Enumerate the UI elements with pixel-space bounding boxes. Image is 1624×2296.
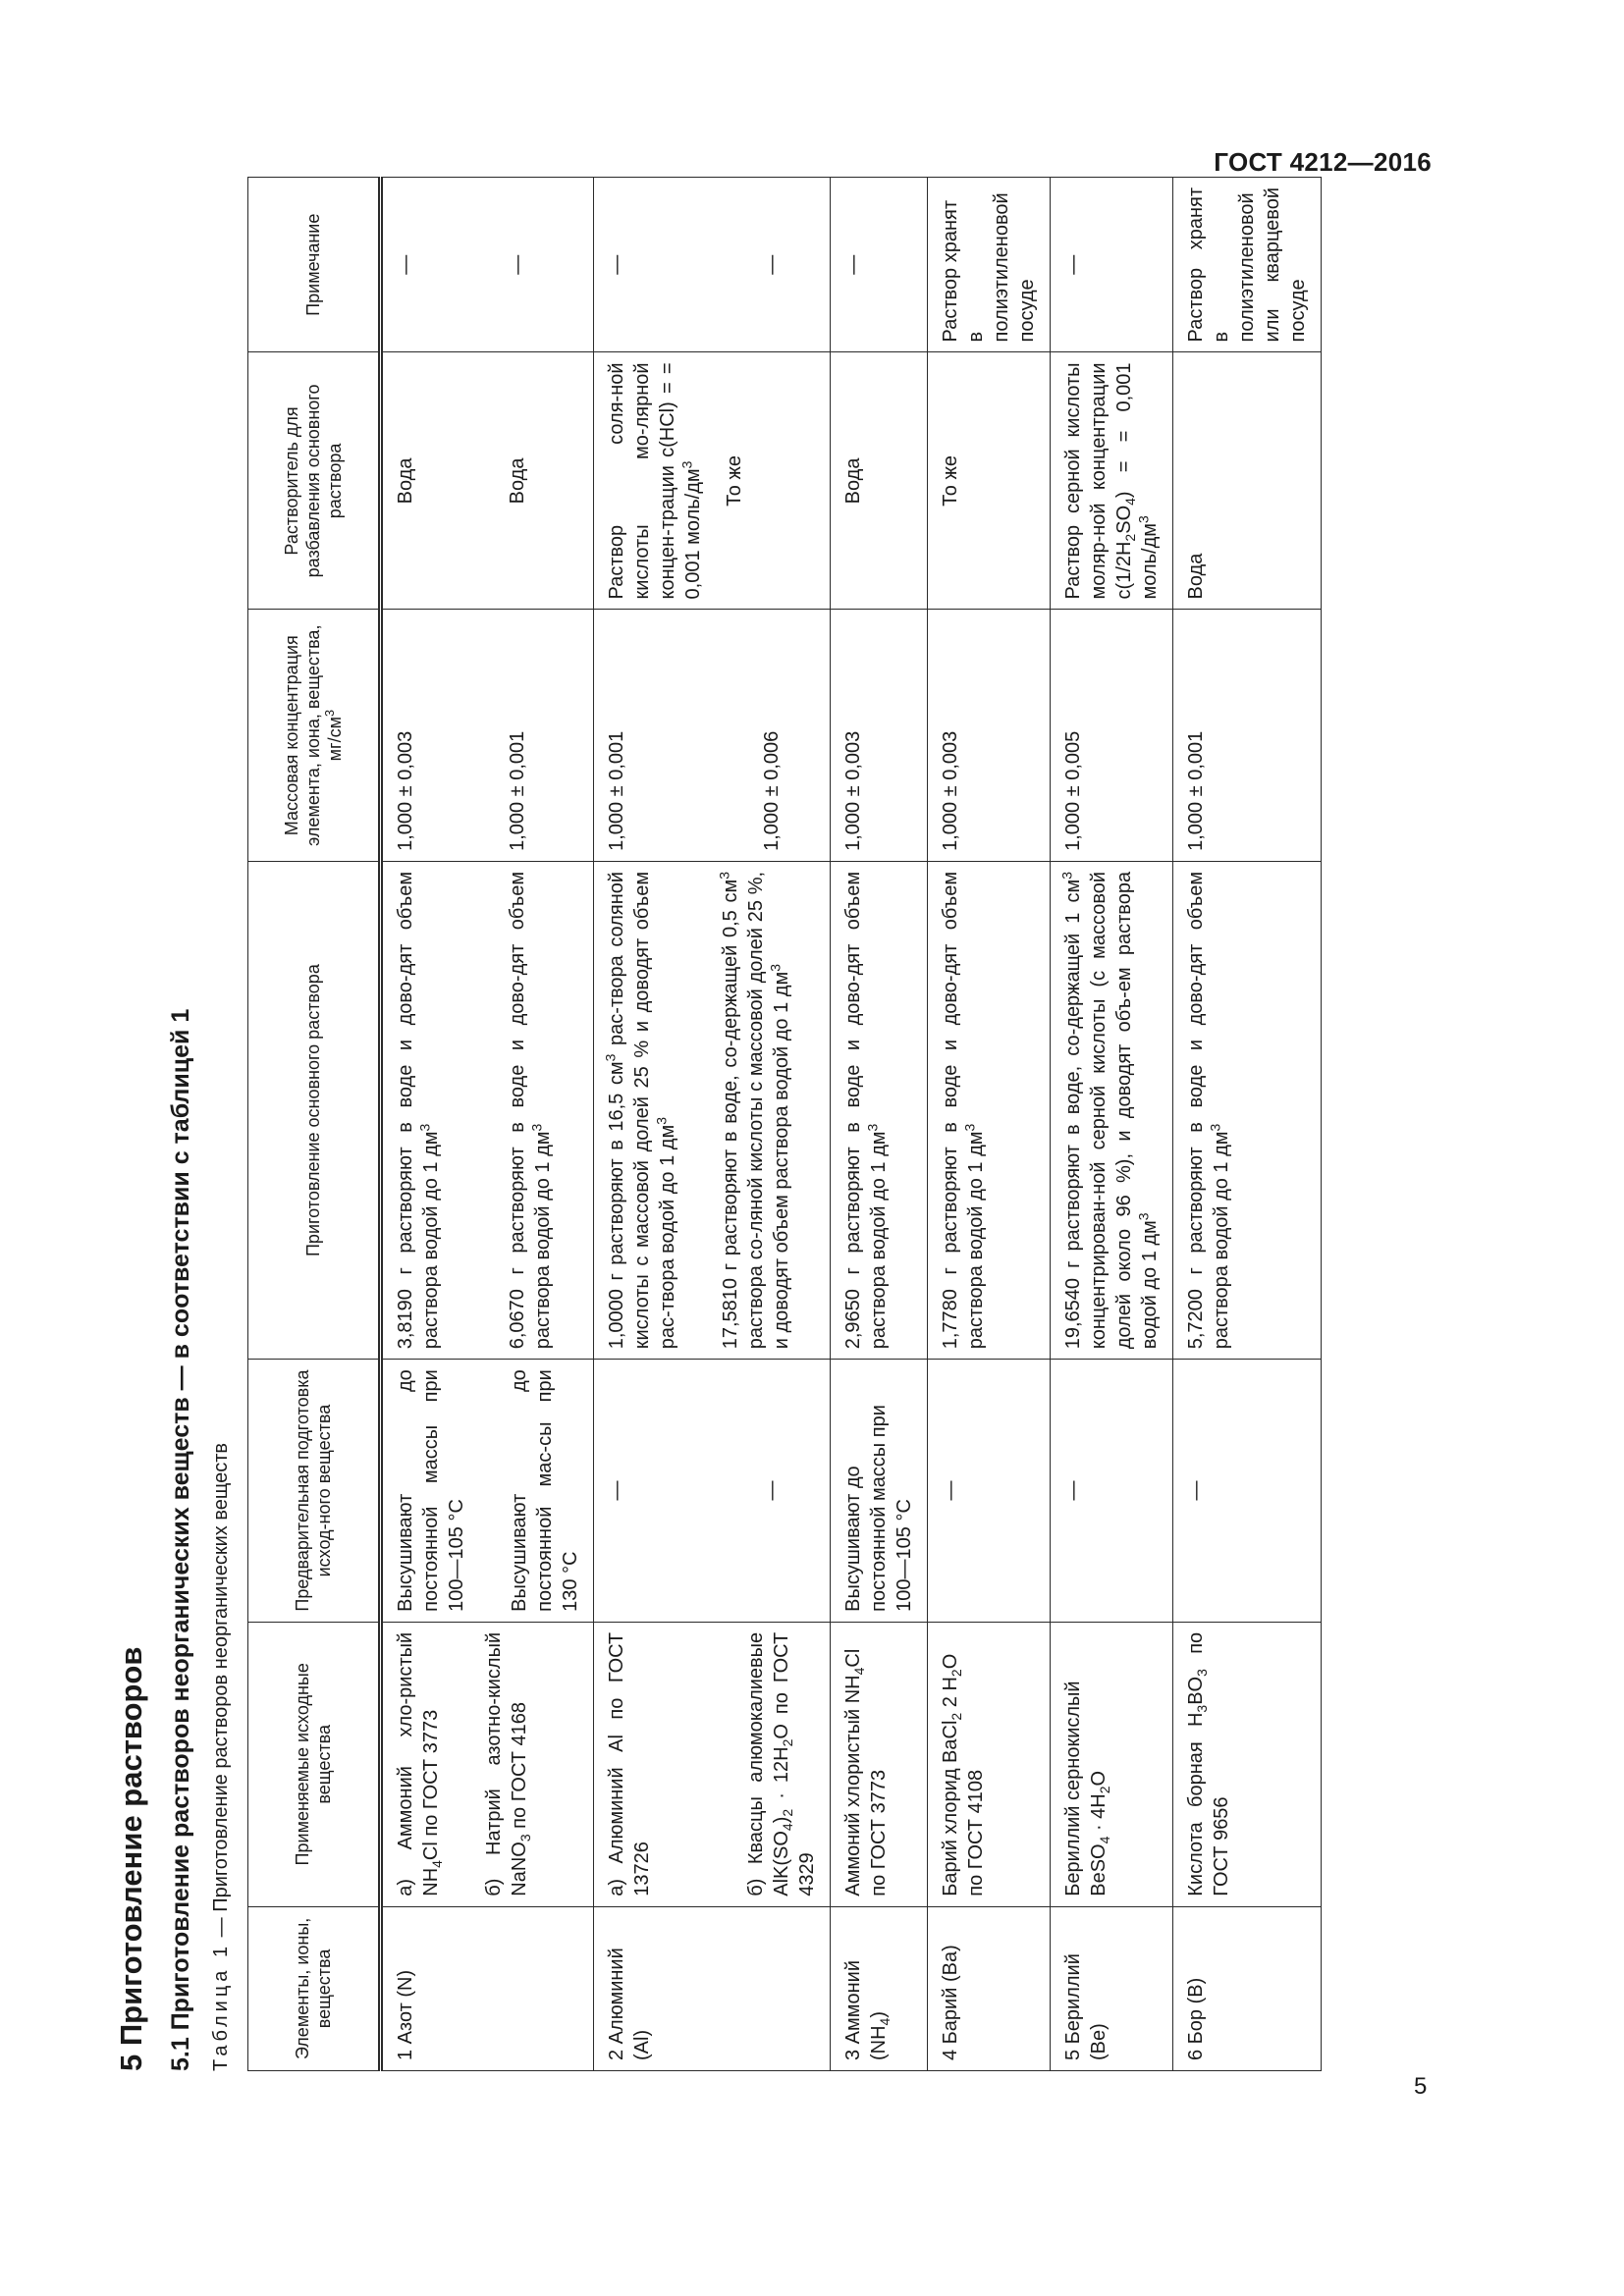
cell-concentration: 1,000 ± 0,003 [831,610,928,861]
cell-concentration: 1,000 ± 0,001 [1173,610,1322,861]
main-solution-b: 17,5810 г растворяют в воде, со-держащей 0,5 $см^3$ раствора со-ляной кислоты с массовой долей 25 %, и доводят объем раствора водой до 1 $дм^3$ [716,871,792,1350]
cell-solvent: Раствор серной кислоты моляр-ной концентрации $c(1/2H_2SO_4)$ = = 0,001 моль/$дм^3$ [1051,352,1173,610]
table-row-aluminium [594,178,831,2071]
table-row-boron [1173,178,1322,2071]
header-main-solution: Приготовление основного раствора [248,861,381,1359]
cell-note: — [1051,178,1173,352]
table-caption [210,1443,233,2071]
cell-element: 5 Бериллий (Be) [1051,1906,1173,2070]
concentration-a: 1,000 ± 0,001 [606,730,627,851]
cell-note: Раствор хранят в полиэтиленовой или кварцевой посуде [1173,178,1322,352]
note-b: — [761,254,783,275]
preparation-b: Высушивают до постоянной мас-сы при 130 °С [509,1369,581,1612]
cell-solvent [381,352,594,610]
header-concentration [248,610,381,861]
subsection-title: 5.1 Приготовление растворов неорганических веществ — в соответствии с таблицей 1 [167,1008,194,2071]
section-title: 5 Приготовление растворов [114,1646,148,2071]
cell-element: 4 Барий (Ba) [928,1906,1051,2070]
source-b: б) Натрий азотно-кислый NaNO$_3$ по ГОСТ 4168 [483,1631,533,1896]
solvent-a: Раствор соля-ной кислоты мо-лярной концен-трации c(HCl) = = 0,001 моль/$дм^3$ [606,362,704,600]
page-number: 5 [1414,2073,1428,2100]
header-concentration-text: Массовая концентрация элемента, иона, вещества, мг/см [282,624,345,846]
cell-source: Барий хлорид BaCl$_2$ 2 $H_2O$ по ГОСТ 4108 [928,1622,1051,1906]
solvent-a: Вода [395,457,416,505]
table-row-beryllium [1051,178,1173,2071]
cell-source: Аммоний хлористый $NH_4Cl$ по ГОСТ 3773 [831,1622,928,1906]
header-solvent: Растворитель для разбавления основного раствора [248,352,381,610]
cell-concentration [594,610,831,861]
cell-preparation [594,1360,831,1623]
note-a: — [606,254,627,275]
cell-main-solution: 19,6540 г растворяют в воде, со-держащей 1 $см^3$ концентрирован-ной серной кислоты (с массовой долей около 96 %), и доводят объ-ем раствора водой до 1 $дм^3$ [1051,861,1173,1359]
cell-preparation: — [928,1360,1051,1623]
cell-note: Раствор хранят в полиэтиленовой посуде [928,178,1051,352]
concentration-a: 1,000 ± 0,003 [395,730,416,851]
cell-main-solution: 1,7780 г растворяют в воде и дово-дят объем раствора водой до 1 $дм^3$ [928,861,1051,1359]
table-caption-text: — Приготовление растворов неорганических веществ [210,1443,232,1943]
cell-solvent: Вода [1173,352,1322,610]
main-solution-a: 3,8190 г растворяют в воде и дово-дят объем раствора водой до 1 $дм^3$ [395,871,442,1350]
cell-solvent [594,352,831,610]
cell-element: 2 Алюминий (Al) [594,1906,831,2070]
table-label: Таблица 1 [210,1942,232,2071]
cell-concentration: 1,000 ± 0,003 [928,610,1051,861]
table-header-row [248,178,381,2071]
cell-solvent: То же [928,352,1051,610]
cell-note: — [831,178,928,352]
document-number: ГОСТ 4212—2016 [1214,147,1432,177]
preparation-a: Высушивают до постоянной массы при 100—105 °С [395,1369,467,1612]
cell-preparation: — [1173,1360,1322,1623]
cell-concentration: 1,000 ± 0,005 [1051,610,1173,861]
header-source-substances: Применяемые исходные вещества [248,1622,381,1906]
cell-main-solution: 5,7200 г растворяют в воде и дово-дят объем раствора водой до 1 $дм^3$ [1173,861,1322,1359]
cell-preparation: — [1051,1360,1173,1623]
table-row-barium [928,178,1051,2071]
header-concentration-sup: 3 [323,710,337,718]
cell-note [594,178,831,352]
preparation-b: — [761,1480,783,1501]
cell-solvent: Вода [831,352,928,610]
solutions-table [247,177,1322,2071]
header-preparation: Предварительная подготовка исход-ного вещества [248,1360,381,1623]
cell-source: Бериллий сернокислый BeSO$_4$ · $4H_2O$ [1051,1622,1173,1906]
source-a: а) Алюминий Al по ГОСТ 13726 [606,1631,653,1896]
note-b: — [507,254,528,275]
main-solution-b: 6,0670 г растворяют в воде и дово-дят объем раствора водой до 1 $дм^3$ [507,871,554,1350]
cell-element: 3 Аммоний $(NH_4)$ [831,1906,928,2070]
table-row-nitrogen [381,178,594,2071]
cell-source [594,1622,831,1906]
table-row-ammonium [831,178,928,2071]
solvent-b: То же [724,455,745,507]
main-solution-a: 1,0000 г растворяют в 16,5 $см^3$ рас-твора соляной кислоты с массовой долей 25 % и доводят объем рас-твора водой до 1 $дм^3$ [602,871,678,1350]
cell-source [381,1622,594,1906]
cell-concentration [381,610,594,861]
concentration-b: 1,000 ± 0,001 [507,730,528,851]
cell-main-solution [381,861,594,1359]
cell-source: Кислота борная $H_3BO_3$ по ГОСТ 9656 [1173,1622,1322,1906]
source-a: а) Аммоний хло-ристый $NH_4Cl$ по ГОСТ 3773 [395,1631,445,1896]
preparation-a: — [606,1480,627,1501]
source-b: б) Квасцы алюмокалиевые $AlK(SO_4)_2 \cdot 12H_2O$ по ГОСТ 4329 [745,1631,818,1896]
cell-main-solution [594,861,831,1359]
cell-element: 1 Азот (N) [381,1906,594,2070]
concentration-b: 1,000 ± 0,006 [761,730,783,851]
cell-element: 6 Бор (B) [1173,1906,1322,2070]
cell-main-solution: 2,9650 г растворяют в воде и дово-дят объем раствора водой до 1 $дм^3$ [831,861,928,1359]
cell-preparation: Высушивают до постоянной массы при 100—105 °С [831,1360,928,1623]
solvent-b: Вода [507,457,528,505]
rotated-page-content [100,177,1494,2071]
cell-preparation [381,1360,594,1623]
cell-note [381,178,594,352]
note-a: — [395,254,416,275]
header-note: Примечание [248,178,381,352]
header-elements: Элементы, ионы, вещества [248,1906,381,2070]
